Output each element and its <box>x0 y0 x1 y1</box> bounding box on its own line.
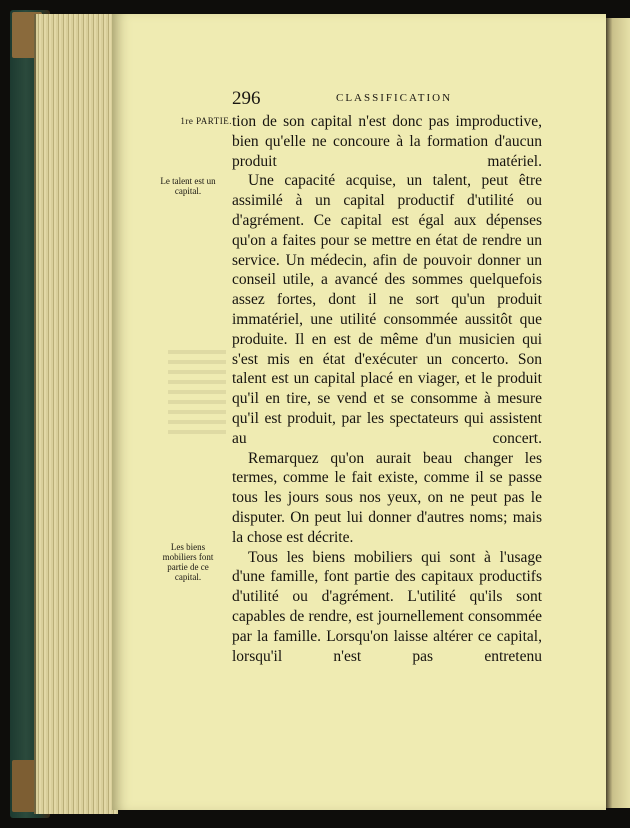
running-title: CLASSIFICATION <box>336 92 453 104</box>
paragraph-1: tion de son capital n'est donc pas improductive, bien qu'elle ne concoure à la formation d'aucun produit matériel. <box>232 113 542 170</box>
body-text <box>232 112 542 666</box>
page-edges <box>34 14 118 814</box>
page-header <box>232 88 542 110</box>
show-through-marks <box>168 350 226 440</box>
paragraph-3: Remarquez qu'on aurait beau changer les termes, comme le fait existe, comme il se passe tous les jours sous nos yeux, on ne peut pas le disputer. On peut lui donner d'autres noms; mais la chose est décrite. <box>232 449 542 546</box>
part-label: 1re PARTIE. <box>180 116 232 126</box>
paragraph-4: Tous les biens mobiliers qui sont à l'usage d'une famille, font partie des capitaux productifs d'utilité ou d'agrément. L'utilité qu'ils sont capables de rendre, est journellement consommée par la famille. Lorsqu'on laisse altérer ce capital, lorsqu'il n'est pas entretenu <box>232 548 542 665</box>
facing-page-edge <box>605 18 630 808</box>
margin-note-talent: Le talent est un capital. <box>160 176 216 196</box>
page-number: 296 <box>232 88 261 109</box>
paragraph-2: Une capacité acquise, un talent, peut être assimilé à un capital productif d'utilité ou d'agrément. Ce capital est égal aux dépenses qu'on a faites pour se mettre en état de rendre un service. Un médecin, afin de pouvoir donner un conseil utile, a avancé des sommes quelquefois assez fortes, dont il ne sort qu'un produit immatériel, une utilité consommée aussitôt que produite. Il en est de même d'un musicien qui s'est mis en état d'exécuter un concerto. Son talent est un capital placé en viager, et le produit qu'il en tire, se vend et se consomme à mesure qu'il est produit, par les spectateurs qui assistent au concert. <box>232 172 542 447</box>
margin-note-biens: Les biens mobiliers font partie de ce capital. <box>162 542 214 582</box>
